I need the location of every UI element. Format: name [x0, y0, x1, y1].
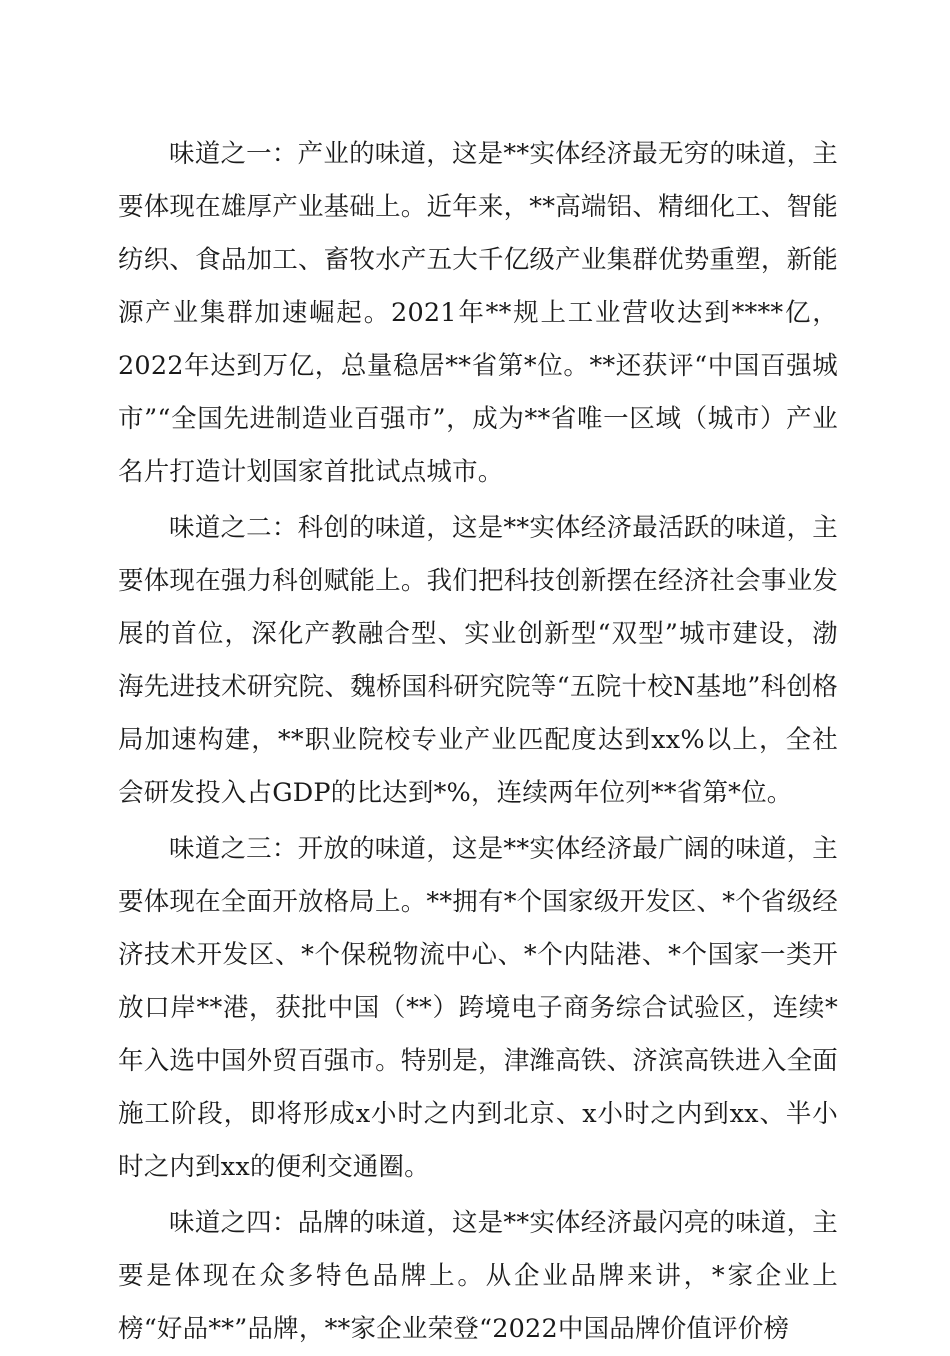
paragraph-1: 味道之一：产业的味道，这是**实体经济最无穷的味道，主要体现在雄厚产业基础上。近年来，**高端铝、精细化工、智能纺织、食品加工、畜牧水产五大千亿级产业集群优势重塑，新能源产业集群加速崛起。2021年**规上工业营收达到****亿，2022年达到万亿，总量稳居**省第*位。**还获评“中国百强城市”“全国先进制造业百强市”，成为**省唯一区域（城市）产业名片打造计划国家首批试点城市。: [118, 139, 838, 487]
paragraph-3: 味道之三：开放的味道，这是**实体经济最广阔的味道，主要体现在全面开放格局上。**拥有*个国家级开发区、*个省级经济技术开发区、*个保税物流中心、*个内陆港、*个国家一类开放口岸**港，获批中国（**）跨境电子商务综合试验区，连续*年入选中国外贸百强市。特别是，津潍高铁、济滨高铁进入全面施工阶段，即将形成x小时之内到北京、x小时之内到xx、半小时之内到xx的便利交通圈。: [118, 834, 839, 1182]
document-body: [118, 128, 838, 1356]
paragraph-2: 味道之二：科创的味道，这是**实体经济最活跃的味道，主要体现在强力科创赋能上。我们把科技创新摆在经济社会事业发展的首位，深化产教融合型、实业创新型“双型”城市建设，渤海先进技术研究院、魏桥国科研究院等“五院十校N基地”科创格局加速构建，**职业院校专业产业匹配度达到xx%以上，全社会研发投入占GDP的比达到*%，连续两年位列**省第*位。: [118, 513, 838, 808]
paragraph-4: 味道之四：品牌的味道，这是**实体经济最闪亮的味道，主要是体现在众多特色品牌上。从企业品牌来讲，*家企业上榜“好品**”品牌，**家企业荣登“2022中国品牌价值评价榜: [118, 1208, 838, 1344]
